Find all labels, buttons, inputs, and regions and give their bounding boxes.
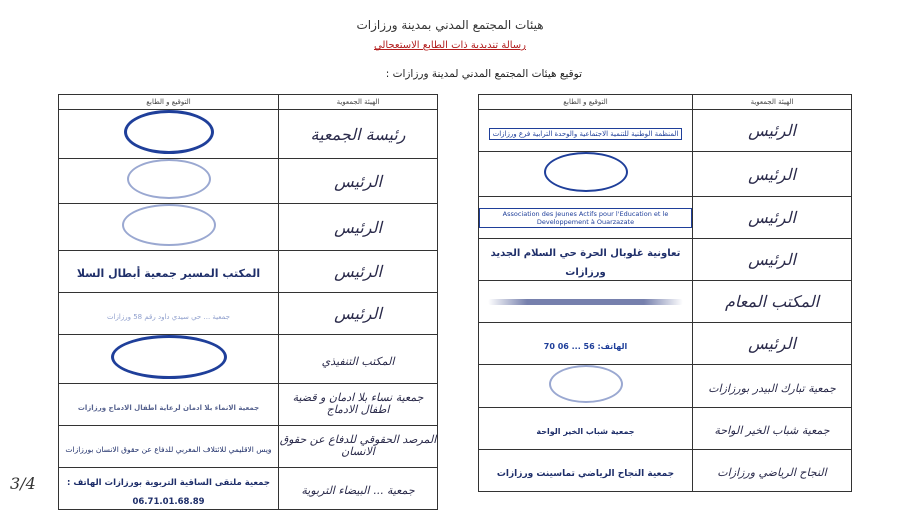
table-row [59, 204, 438, 251]
organization-cell [279, 204, 438, 251]
table-row [59, 251, 438, 293]
round-stamp [549, 365, 623, 403]
signature-cell [59, 384, 279, 426]
organization-cell [279, 468, 438, 510]
bold-stamp: جمعية الانماء بلا ادمان لرعاية اطفال الادماج ورزازات [77, 404, 260, 412]
organization-cell [693, 281, 852, 323]
organization-cell [279, 251, 438, 293]
signature-table-right [478, 94, 852, 492]
rect-stamp: Association des Jeunes Actifs pour l'Education et le Developpement à Ouarzazate [479, 208, 692, 228]
handwritten-name: جمعية ... البيضاء التربوية [301, 484, 415, 497]
organization-cell [693, 110, 852, 152]
column-header-organization: الهيئة الجمعوية [693, 95, 852, 110]
intro-text: توقيع هيئات المجتمع المدني لمدينة ورزازات : [385, 68, 582, 80]
organization-cell [693, 197, 852, 239]
signature-cell [479, 152, 693, 197]
table-row [479, 408, 852, 450]
table-row [479, 110, 852, 152]
table-row [479, 197, 852, 239]
stamp-text: ويس الاقليمي للائتلاف المغربي للدفاع عن حقوق الانسان بورزازات [65, 445, 272, 454]
signature-cell [59, 251, 279, 293]
signature-cell [59, 335, 279, 384]
handwritten-name: المكتب التنفيذي [321, 354, 395, 368]
signature-scribble [488, 299, 684, 305]
bold-stamp: جمعية النجاح الرياضي تماسينت ورزازات [496, 469, 675, 479]
handwritten-name: جمعية تبارك البيدر بورزازات [708, 381, 836, 395]
round-stamp [122, 204, 216, 246]
handwritten-name: الرئيس [334, 262, 382, 281]
table-row [59, 384, 438, 426]
phone-stamp: الهاتف: 56 ... 06 70 [543, 342, 628, 351]
table-row [59, 159, 438, 204]
table-row [479, 152, 852, 197]
organization-cell [279, 110, 438, 159]
signature-cell [59, 293, 279, 335]
table-row [59, 293, 438, 335]
faded-stamp: جمعية ... حي سيدي داود رقم 58 ورزازات [106, 313, 231, 321]
table-row [479, 365, 852, 408]
handwritten-name: الرئيس [748, 250, 796, 269]
table-row [59, 426, 438, 468]
signature-cell [479, 110, 693, 152]
handwritten-name: المرصد الحقوقي للدفاع عن حقوق الانسان [279, 433, 437, 458]
signature-table-left [58, 94, 438, 510]
organization-cell [693, 408, 852, 450]
organization-cell [279, 335, 438, 384]
organization-cell [279, 159, 438, 204]
organization-cell [279, 384, 438, 426]
signature-cell [59, 110, 279, 159]
round-stamp [127, 159, 211, 199]
organization-cell [693, 450, 852, 492]
round-stamp [124, 110, 214, 154]
page-number: 3/4 [10, 474, 36, 493]
table-header-row [59, 95, 438, 110]
handwritten-name: النجاح الرياضي ورزازات [717, 466, 827, 479]
table-row [479, 450, 852, 492]
signature-cell [59, 159, 279, 204]
signature-cell [59, 426, 279, 468]
handwritten-name: جمعية شباب الخير الواحة [714, 424, 830, 437]
round-stamp [544, 152, 628, 192]
signature-cell [479, 408, 693, 450]
signature-cell [479, 323, 693, 365]
table-row [59, 468, 438, 510]
handwritten-name: الرئيس [334, 171, 382, 191]
table-row [59, 335, 438, 384]
signature-cell [479, 365, 693, 408]
column-header-signature: التوقيع و الطابع [479, 95, 693, 110]
handwritten-name: الرئيس [334, 304, 382, 323]
organization-cell [693, 239, 852, 281]
handwritten-name: الرئيس [748, 208, 796, 227]
bold-stamp: المكتب المسير جمعية أبطال السلا [76, 267, 261, 280]
signature-cell [479, 239, 693, 281]
organization-cell [279, 426, 438, 468]
organization-cell [279, 293, 438, 335]
bold-stamp: جمعية ملتقى الساقية التربوية بورزازات الهاتف : 06.71.01.68.89 [67, 477, 270, 507]
organization-cell [693, 323, 852, 365]
table-row [479, 281, 852, 323]
page-title: هيئات المجتمع المدني بمدينة ورزازات [356, 18, 544, 32]
table-header-row [479, 95, 852, 110]
signature-cell [479, 450, 693, 492]
organization-cell [693, 152, 852, 197]
bold-stamp: جمعية شباب الخير الواحة [536, 427, 635, 436]
handwritten-name: الرئيس [334, 217, 382, 237]
rect-stamp: المنظمة الوطنية للتنمية الاجتماعية والوحدة الترابية فرع ورزازات [489, 128, 683, 140]
bold-stamp: تعاونية غلوبال الحرة حي السلام الجديد ورزازات [490, 247, 681, 278]
column-header-signature: التوقيع و الطابع [59, 95, 279, 110]
table-row [479, 323, 852, 365]
signature-cell [59, 468, 279, 510]
handwritten-name: الرئيس [748, 334, 796, 353]
signature-cell [59, 204, 279, 251]
handwritten-name: المكتب المعام [724, 292, 820, 311]
page-subtitle: رسالة تنديدية ذات الطابع الاستعجالي [373, 40, 527, 51]
column-header-organization: الهيئة الجمعوية [279, 95, 438, 110]
signature-cell [479, 281, 693, 323]
table-row [479, 239, 852, 281]
handwritten-name: الرئيس [748, 164, 796, 184]
signature-cell [479, 197, 693, 239]
organization-cell [693, 365, 852, 408]
handwritten-name: الرئيس [748, 121, 796, 140]
table-row [59, 110, 438, 159]
handwritten-name: جمعية نساء بلا ادمان و قضية اطفال الادماج [292, 391, 424, 416]
handwritten-name: رئيسة الجمعية [310, 124, 406, 144]
round-stamp [111, 335, 227, 379]
